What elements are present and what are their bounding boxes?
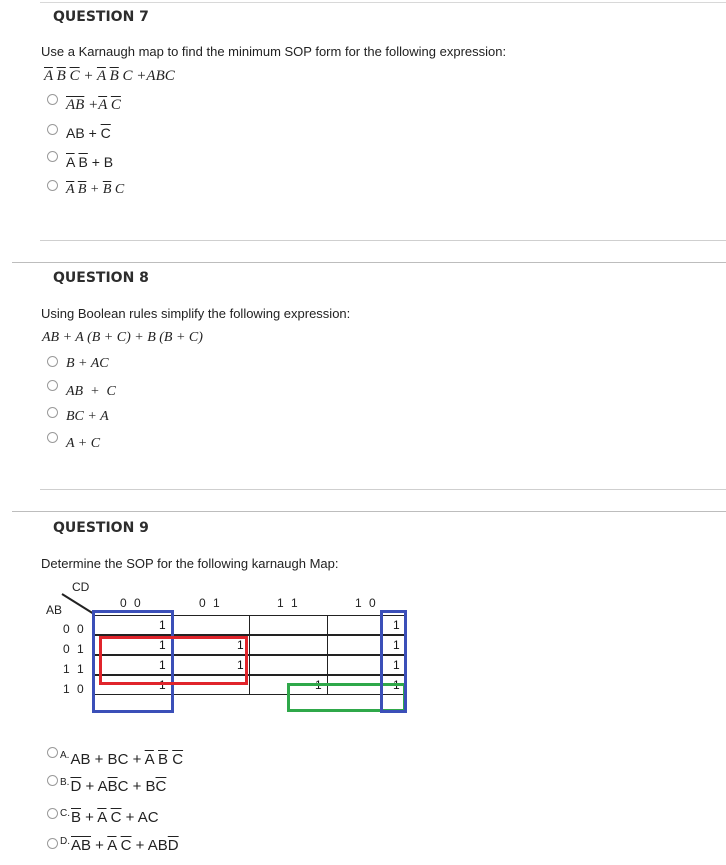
kmap-cell-value: 1 xyxy=(237,658,244,672)
kmap-ab-label: AB xyxy=(46,603,63,617)
q9-option-a-label: $^{A.}$AB + BC + $\overline{A}$ $\overline{B}$ $\overline{C}$ xyxy=(60,750,184,768)
q7-option-3-label: $\overline{A}$ $\overline{B} + B$ xyxy=(66,154,114,170)
q9-option-b-label: $^{B.}\overline{D} + A\overline{B}C + B\overline{C}$ xyxy=(60,777,167,795)
kmap-cd-label: CD xyxy=(72,580,90,594)
q8-option-2-label: AB + C xyxy=(66,384,116,399)
kmap-corner-divider xyxy=(60,592,96,616)
kmap-group-red xyxy=(99,636,248,685)
question-8-expression: AB + A (B + C) + B (B + C) xyxy=(42,330,203,345)
kmap-col-header: 0 1 xyxy=(199,596,222,610)
q9-option-d-radio[interactable] xyxy=(47,838,58,849)
question-7-title: QUESTION 7 xyxy=(53,9,149,25)
kmap-cell xyxy=(171,615,250,635)
q8-option-1-label: B + AC xyxy=(66,356,109,371)
q9-option-c-label: $^{C.}\overline{B} + \overline{A}$ $\overline{C}$ + AC xyxy=(60,808,159,826)
question-9-prompt: Determine the SOP for the following karnaugh Map: xyxy=(41,556,339,571)
kmap-cell-value: 1 xyxy=(159,658,166,672)
kmap-col-header: 1 1 xyxy=(277,596,300,610)
kmap-cell-value: 1 xyxy=(393,638,400,652)
question-8-prompt: Using Boolean rules simplify the following expression: xyxy=(41,306,351,321)
q9-option-c-radio[interactable] xyxy=(47,808,58,819)
question-7-prompt: Use a Karnaugh map to find the minimum SOP form for the following expression: xyxy=(41,44,507,59)
q7-option-2-label: AB + $\overline{C}$ xyxy=(66,125,111,141)
kmap-cell-value: 1 xyxy=(393,678,400,692)
kmap-col-header: 1 0 xyxy=(355,596,378,610)
kmap-cell-value: 1 xyxy=(159,638,166,652)
q7-option-1-label: $\overline{AB} +\overline{A}$ $\overline{C}$ xyxy=(66,97,121,113)
kmap-row-header: 1 0 xyxy=(63,682,86,696)
question-7-expression: $\overline{A}$ $\overline{B}$ $\overline{C} + \overline{A}$ $\overline{B}$ C +ABC xyxy=(44,68,175,84)
kmap-row-header: 0 1 xyxy=(63,642,86,656)
question-9-title: QUESTION 9 xyxy=(53,520,149,536)
kmap-cell-value: 1 xyxy=(159,678,166,692)
question-8-title: QUESTION 8 xyxy=(53,270,149,286)
kmap-cell-value: 1 xyxy=(393,618,400,632)
kmap-cell-value: 1 xyxy=(237,638,244,652)
kmap-cell-value: 1 xyxy=(393,658,400,672)
kmap-cell xyxy=(249,655,328,675)
kmap-cell-value: 1 xyxy=(315,678,322,692)
kmap-col-header: 0 0 xyxy=(120,596,143,610)
kmap-group-blue-right xyxy=(380,610,407,713)
kmap-cell xyxy=(249,635,328,655)
q9-option-d-label: $^{D.}\overline{AB} + \overline{A}$ $\overline{C} + AB\overline{D}$ xyxy=(60,836,179,854)
q9-option-b-radio[interactable] xyxy=(47,775,58,786)
kmap-cell xyxy=(249,615,328,635)
q9-option-a-radio[interactable] xyxy=(47,747,58,758)
q8-option-3-label: BC + A xyxy=(66,409,109,424)
kmap-row-header: 1 1 xyxy=(63,662,86,676)
q7-option-4-label: $\overline{A}$ $\overline{B} + \overline{B}$ C xyxy=(66,182,125,197)
q8-option-4-label: A + C xyxy=(66,436,101,451)
kmap-cell-value: 1 xyxy=(159,618,166,632)
kmap-row-header: 0 0 xyxy=(63,622,86,636)
